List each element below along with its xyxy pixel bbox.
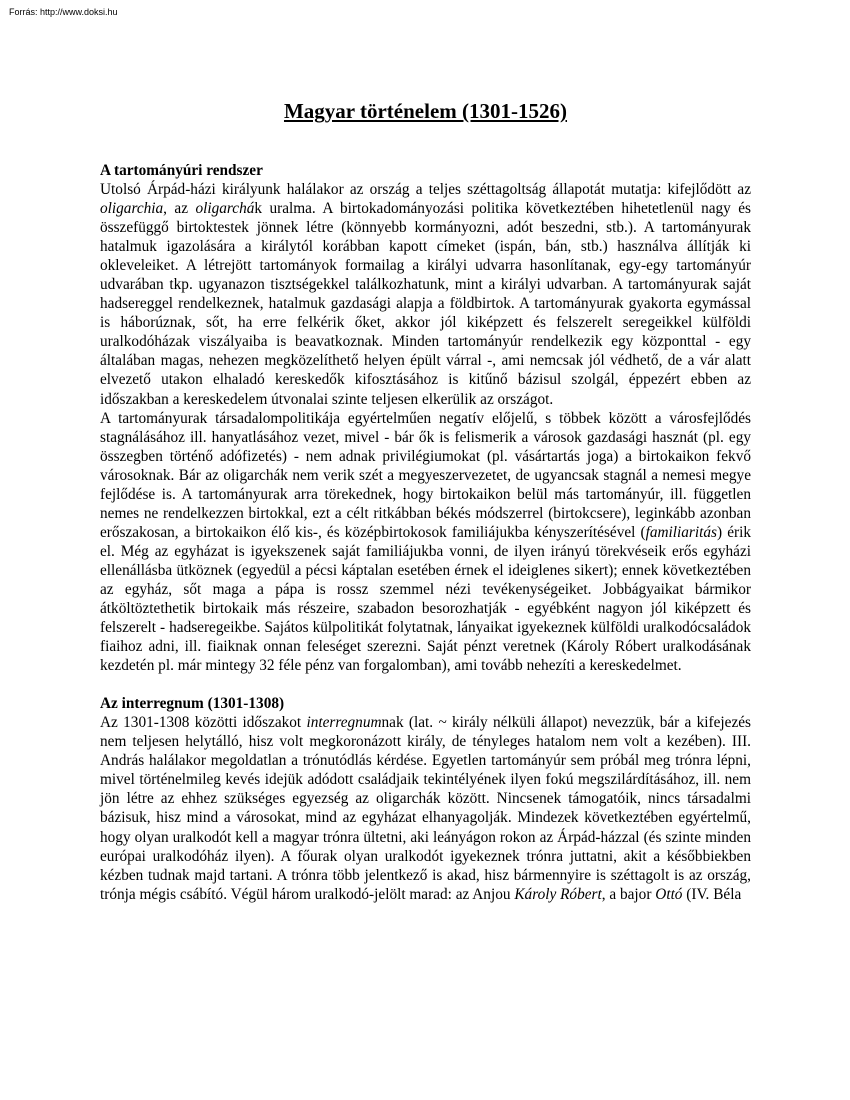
italic-term: Károly Róbert: [514, 885, 602, 903]
text-run: ) érik el. Még az egyházat is igyekszenek saját familiájukba vonni, de ilyen irányú törekvéseik erős egyházi ellenállásba ütköznek (egyedül a pécsi káptalan esetében érnek el ideiglenes sikert); ennek következtében az egyház, sőt maga a pápa is rossz szemmel nézi tevékenységeiket. Jobbágyaikat bármikor átköltöztethetik birtokaik más részeire, szabadon besorozhatják - egyébként nagyon jól kiképzett és felszerelt - hadseregeikbe. Sajátos külpolitikát folytatnak, lányaikat igyekeznek külföldi uralkodócsaládok fiaihoz adni, ill. fiaiknak onnan feleséget szerezni. Saját pénzt veretnek (Károly Róbert uralkodásának kezdetén pl. már mintegy 32 féle pénz van forgalomban), ami tovább nehezíti a kereskedelmet.: [100, 523, 751, 675]
italic-term: oligarchá: [195, 200, 255, 218]
italic-term: interregnum: [306, 714, 382, 732]
section-tartomanyuri-rendszer: [100, 161, 751, 675]
document-title: Magyar történelem (1301-1526): [283, 99, 568, 123]
paragraph: [100, 180, 751, 409]
text-run: , a bajor: [601, 885, 656, 903]
text-run: Utolsó Árpád-házi királyunk halálakor az ország a teljes széttagoltság állapotát mutatja: kifejlődött az: [100, 181, 751, 198]
italic-term: familiaritás: [645, 523, 717, 541]
text-run: k uralma. A birtokadományozási politika következtében hihetetlenül nagy és összefüggő birtoktestek jönnek létre (könnyebb kormányozni, adót beszedni, stb.). A tartományurak hatalmuk igazolására a királytól korábban kapott címeket (ispán, bán, stb.) használva állítják ki okleveleiket. A létrejött tartományok formailag a királyi udvarra hasonlítanak, egy-egy tartományúr udvarában tkp. ugyanazon tisztségekkel találkozhatunk, mint a királyi udvarban. A tartományurak saját hadsereggel rendelkeznek, hatalmuk gazdasági alapja a földbirtok. A tartományurak gyakorta egymással is háborúznak, sőt, ha erre felkérik őket, akkor jól kiképzett és felszerelt seregeikkel külföldi uralkodóházak viszályaiba is beavatkoznak. Minden tartományúr rendelkezik egy központtal - egy általában magas, nehezen megközelíthető helyen épült várral -, ami nemcsak jól védhető, de a vár alatt elvezető utakon elhaladó kereskedők kifosztásához is kitűnő bázisul szolgál, éppezért ebben az időszakban a kereskedelem útvonalai szinte teljesen elkerülik az országot.: [100, 200, 751, 408]
italic-term: Ottó: [655, 885, 683, 903]
section-interregnum: [100, 694, 751, 903]
text-run: A tartományurak társadalompolitikája egyértelműen negatív előjelű, s többek között a városfejlődés stagnálásához ill. hanyatlásához vezet, mivel - bár ők is felismerik a városok gazdasági hasznát (pl. egy összegben történő adófizetés) - nem adnak privilégiumokat (pl. vásártartás joga) a birtokaikon fekvő városoknak. Bár az oligarchák nem verik szét a megyeszervezetet, de ugyancsak stagnál a nemesi megye fejlődése is. A tartományurak arra törekednek, hogy birtokaikon belül más tartományúr, ill. független nemes ne rendelkezzen birtokkal, ezt a célt ritkábban békés módszerrel (birtokcsere), leginkább azonban erőszakosan, a birtokaikon élő kis-, és középbirtokosok familiájukba kényszerítésével (: [100, 409, 751, 541]
paragraph: [100, 409, 751, 676]
italic-term: oligarchia: [100, 200, 164, 218]
section-heading: A tartományúri rendszer: [100, 162, 263, 179]
paragraph: [100, 713, 751, 903]
text-run: Az 1301-1308 közötti időszakot: [100, 714, 307, 732]
text-run: nak (lat. ~ király nélküli állapot) nevezzük, bár a kifejezés nem teljesen helytálló, hisz volt megkoronázott király, de tényleges hatalom nem volt a kezében). III. András halálakor megoldatlan a trónutódlás kérdése. Egyetlen tartományúr sem próbál meg trónra lépni, mivel történelmileg kevés idejük adódott családjaik tekintélyének ilyen fokú megszilárdításához, ill. nem jön létre az ehhez szükséges egyezség az oligarchák között. Nincsenek támogatóik, nincs társadalmi bázisuk, hisz mind a városokat, mind az egyházat elhanyagolják. Mindezek következtében egyértelmű, hogy olyan uralkodót kell a magyar trónra ültetni, aki leányágon rokon az Árpád-házzal (és szinte minden európai uralkodóház ilyen). A főurak olyan uralkodót igyekeznek trónra juttatni, akit a későbbiekben kézben tudnak majd tartani. A trónra több jelentkező is akad, hisz bármennyire is széttagolt is az ország, trónja mégis csábító. Végül három uralkodó-jelölt marad: az Anjou: [100, 714, 752, 903]
text-run: , az: [163, 200, 196, 218]
section-heading: Az interregnum (1301-1308): [100, 695, 285, 713]
source-note: Forrás: http://www.doksi.hu: [9, 7, 118, 17]
text-run: (IV. Béla: [682, 885, 742, 903]
document-page: [100, 96, 751, 904]
